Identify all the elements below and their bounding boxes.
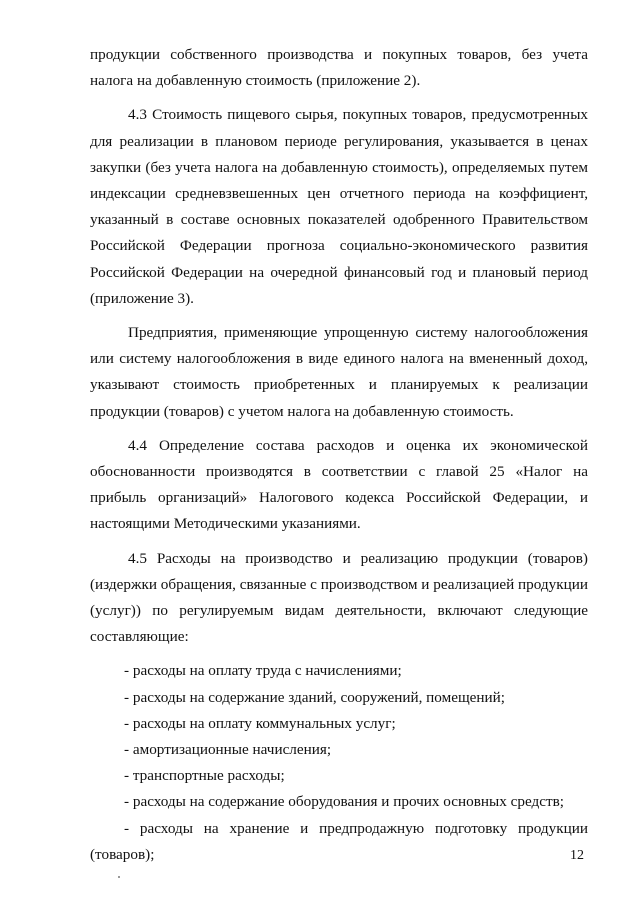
list-item: - транспортные расходы; bbox=[124, 767, 285, 785]
list-item: - расходы на содержание зданий, сооружений, помещений; bbox=[124, 688, 505, 706]
list-item: - расходы на оплату труда с начислениями; bbox=[124, 662, 402, 680]
paragraph-4-5: 4.5 Расходы на производство и реализацию продукции (товаров) (издержки обращения, связанные с производством и реализацией продукции (услуг)) по регулируемым видам деятельности, включают следующие составляющие: bbox=[90, 549, 588, 646]
list-item: - расходы на содержание оборудования и прочих основных средств; bbox=[124, 793, 564, 811]
list-item: - расходы на оплату коммунальных услуг; bbox=[124, 714, 396, 732]
list-item: - расходы на хранение и предпродажную подготовку продукции (товаров); bbox=[90, 819, 588, 863]
document-body bbox=[90, 42, 588, 868]
list-item: - амортизационные начисления; bbox=[124, 741, 332, 759]
scan-speck bbox=[118, 876, 120, 878]
paragraph-4-4: 4.4 Определение состава расходов и оценка их экономической обоснованности производятся в соответствии с главой 25 «Налог на прибыль организаций» Налогового кодекса Российской Федерации, и настоящими Методическими указаниями. bbox=[90, 436, 588, 533]
paragraph-continuation: продукции собственного производства и покупных товаров, без учета налога на добавленную стоимость (приложение 2). bbox=[90, 46, 588, 90]
page-number: 12 bbox=[570, 848, 584, 863]
paragraph-4-3: 4.3 Стоимость пищевого сырья, покупных товаров, предусмотренных для реализации в плановом периоде регулирования, указывается в ценах закупки (без учета налога на добавленную стоимость), определяемых путем индексации средневзвешенных цен отчетного периода на коэффициент, указанный в составе основных показателей одобренного Правительством Российской Федерации прогноза социально-экономического развития Российской Федерации на очередной финансовый год и плановый период (приложение 3). bbox=[90, 106, 588, 307]
paragraph-simplified-taxation: Предприятия, применяющие упрощенную систему налогообложения или систему налогообложения в виде единого налога на вмененный доход, указывают стоимость приобретенных и планируемых к реализации продукции (товаров) с учетом налога на добавленную стоимость. bbox=[90, 324, 588, 420]
